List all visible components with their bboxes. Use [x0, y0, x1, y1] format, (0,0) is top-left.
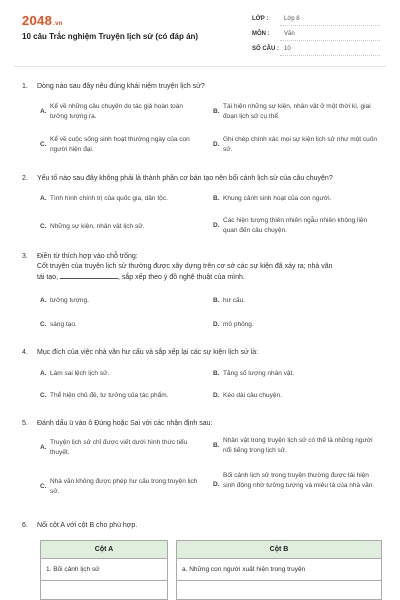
- question-number: 3.: [22, 253, 28, 260]
- option-text: Tái hiện những sự kiện, nhân vật ở một thời kì, giai đoạn lịch sử cụ thể.: [223, 103, 371, 120]
- option-text: Những sự kiện, nhân vật lịch sử.: [50, 223, 145, 230]
- meta-grade-value: Lớp 8: [284, 16, 300, 22]
- option-letter: C.: [40, 392, 47, 399]
- option-text: Kể về những câu chuyện do tác giả hoàn toàn tưởng tượng ra.: [50, 103, 184, 120]
- option-letter: D.: [213, 481, 220, 488]
- question-number: 5.: [22, 420, 28, 427]
- logo-text: 2048: [22, 13, 53, 28]
- option-letter: D.: [213, 222, 220, 229]
- document-header: [0, 0, 400, 66]
- column-a-header: Cột A: [41, 541, 167, 559]
- option-text: mô phỏng.: [223, 321, 254, 328]
- question-text: Mục đích của việc nhà văn hư cấu và sắp xếp lại các sự kiện lịch sử là:: [37, 349, 259, 356]
- option-letter: C.: [40, 141, 47, 148]
- option-letter: B.: [213, 195, 220, 202]
- match-table-column-b: [176, 540, 382, 600]
- option-letter: D.: [213, 392, 220, 399]
- question-number: 6.: [22, 522, 28, 529]
- question-text: Yếu tố nào sau đây không phải là thành phần cơ bản tạo nên bối cảnh lịch sử của câu chuyện?: [37, 175, 333, 182]
- question-text: Dòng nào sau đây nêu đúng khái niệm truyện lịch sử?: [37, 83, 205, 90]
- option-letter: A.: [40, 444, 47, 451]
- sentence-before-blank: tái tạo,: [37, 274, 59, 281]
- question-text: Đánh dấu ü vào ô Đúng hoặc Sai với các nhận định sau:: [37, 420, 213, 427]
- sentence-after-blank: , sắp xếp theo ý đồ nghệ thuật của mình.: [117, 274, 245, 281]
- match-table-column-a: [40, 540, 168, 600]
- question-text: Nối cột A với cột B cho phù hợp.: [37, 522, 138, 529]
- option-letter: C.: [40, 321, 47, 328]
- logo-suffix: .vn: [53, 21, 63, 27]
- option-letter: B.: [213, 442, 220, 449]
- option-text: Các hiện tượng thiên nhiên ngẫu nhiên không liên quan đến câu chuyện.: [223, 217, 368, 234]
- option-text: Bối cảnh lịch sử trong truyện thường được tái hiện sinh động nhờ tưởng tượng và miêu tả của nhà văn.: [223, 472, 375, 489]
- meta-count-value: 10: [284, 46, 291, 52]
- option-text: Nhà văn không được phép hư cấu trong truyện lịch sử.: [50, 478, 198, 495]
- option-letter: D.: [213, 321, 220, 328]
- option-text: tưởng tượng.: [50, 297, 89, 304]
- option-text: Thể hiện chủ đề, tư tưởng của tác phẩm.: [50, 392, 169, 399]
- question-sentence: Cốt truyện của truyện lịch sử thường được xây dựng trên cơ sở các sự kiện đã xảy ra; nhà văn: [37, 263, 333, 270]
- table-row[interactable]: a. Những con người xuất hiện trong truyện: [177, 559, 381, 581]
- header-divider: [14, 66, 386, 67]
- meta-divider: [280, 25, 380, 26]
- option-text: Làm sai lệch lịch sử.: [50, 370, 110, 377]
- question-instruction: Điền từ thích hợp vào chỗ trống:: [37, 253, 138, 260]
- question-number: 2.: [22, 175, 28, 182]
- option-letter: A.: [40, 370, 47, 377]
- meta-divider: [280, 55, 380, 56]
- table-row[interactable]: 1. Bối cảnh lịch sử: [41, 559, 167, 581]
- option-text: Nhân vật trong truyện lịch sử có thể là những người nổi tiếng trong lịch sử.: [223, 437, 373, 454]
- option-text: sáng tạo.: [50, 321, 77, 328]
- meta-count-label: SỐ CÂU :: [252, 46, 279, 52]
- option-letter: B.: [213, 370, 220, 377]
- meta-subject-label: MÔN :: [252, 31, 270, 37]
- option-letter: C.: [40, 483, 47, 490]
- fill-in-blank[interactable]: [60, 272, 118, 279]
- option-letter: B.: [213, 297, 220, 304]
- option-letter: C.: [40, 223, 47, 230]
- option-text: hư cấu.: [223, 297, 246, 304]
- site-logo[interactable]: [22, 13, 63, 28]
- option-letter: D.: [213, 141, 220, 148]
- option-text: Tình hình chính trị của quốc gia, dân tộc.: [50, 195, 168, 202]
- option-text: Kéo dài câu chuyện.: [223, 392, 282, 399]
- option-letter: A.: [40, 108, 47, 115]
- option-text: Kể về cuộc sống sinh hoạt thường ngày của con người hiện đại.: [50, 136, 190, 153]
- option-text: Tăng số lượng nhân vật.: [223, 370, 295, 377]
- column-b-header: Cột B: [177, 541, 381, 559]
- option-letter: B.: [213, 108, 220, 115]
- meta-divider: [280, 40, 380, 41]
- question-number: 4.: [22, 349, 28, 356]
- option-text: Truyện lịch sử chỉ được viết dưới hình thức tiểu thuyết.: [50, 439, 188, 456]
- question-text: [37, 252, 382, 283]
- page-title: 10 câu Trắc nghiệm Truyện lịch sử (có đáp án): [22, 32, 199, 41]
- option-letter: A.: [40, 297, 47, 304]
- question-sentence-blank-line: [37, 272, 382, 283]
- option-text: Ghi chép chính xác mọi sự kiện lịch sử như một cuốn sử.: [223, 136, 377, 153]
- meta-subject-value: Văn: [284, 31, 295, 37]
- option-letter: A.: [40, 195, 47, 202]
- question-number: 1.: [22, 83, 28, 90]
- option-text: Khung cảnh sinh hoạt của con người.: [223, 195, 332, 202]
- meta-grade-label: LỚP :: [252, 16, 269, 22]
